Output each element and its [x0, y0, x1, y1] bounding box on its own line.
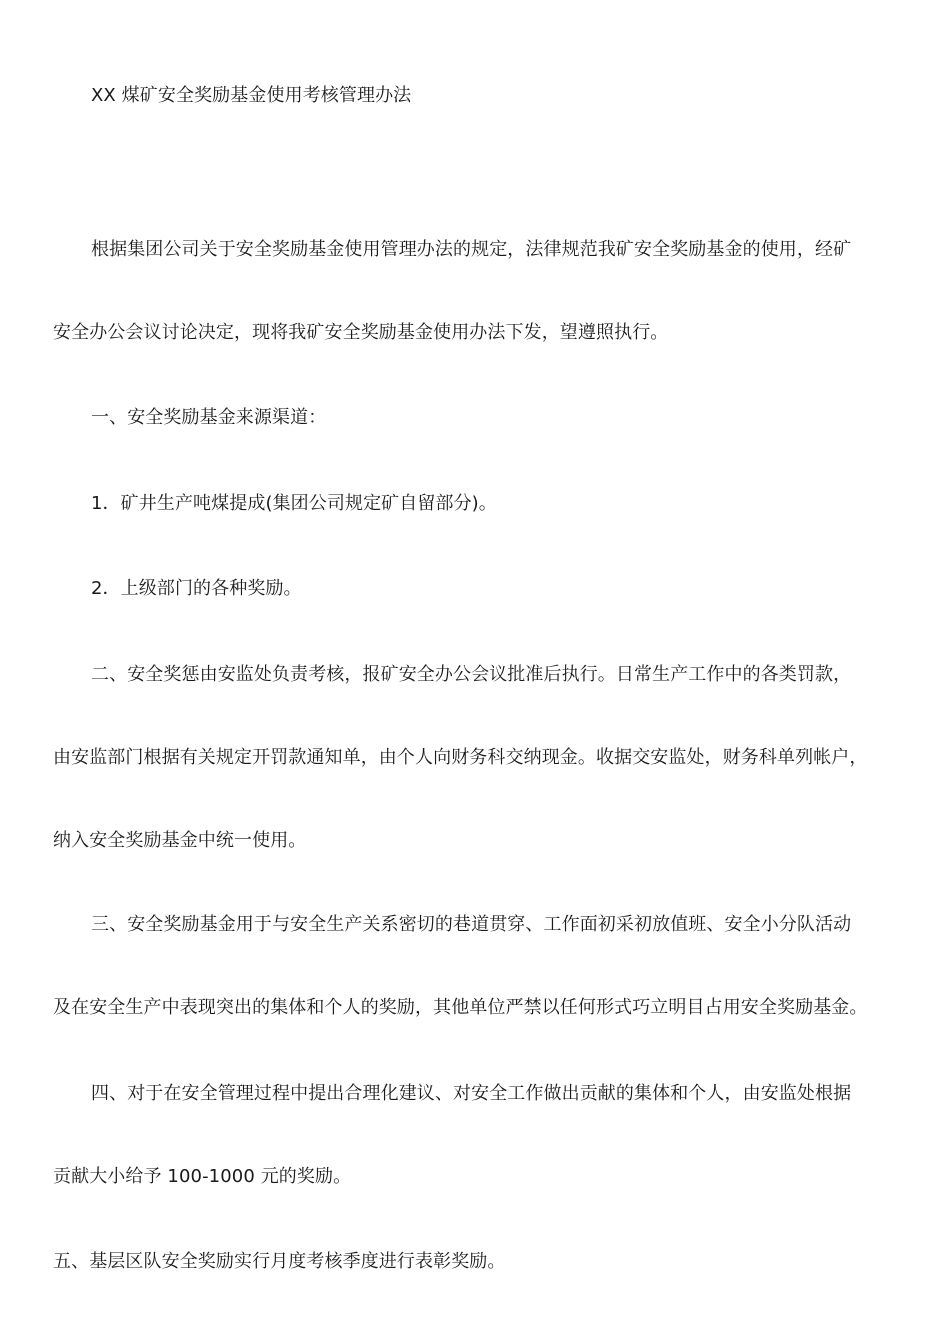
paragraph-line: 纳入安全奖励基金中统一使用。 [53, 830, 307, 851]
section-heading: 五、基层区队安全奖励实行月度考核季度进行表彰奖励。 [53, 1251, 506, 1272]
paragraph-line: 由安监部门根据有关规定开罚款通知单，由个人向财务科交纳现金。收据交安监处，财务科单列帐户， [53, 747, 868, 768]
list-item: 1．矿井生产吨煤提成(集团公司规定矿自留部分)。 [91, 493, 497, 514]
document-title: XX 煤矿安全奖励基金使用考核管理办法 [91, 85, 412, 106]
list-item: 2．上级部门的各种奖励。 [91, 578, 302, 599]
paragraph-line: 二、安全奖惩由安监处负责考核，报矿安全办公会议批准后执行。日常生产工作中的各类罚款， [91, 664, 852, 685]
paragraph-line: 根据集团公司关于安全奖励基金使用管理办法的规定，法律规范我矿安全奖励基金的使用，经矿 [91, 239, 852, 260]
paragraph-line: 安全办公会议讨论决定，现将我矿安全奖励基金使用办法下发，望遵照执行。 [53, 322, 669, 343]
paragraph-line: 贡献大小给予 100-1000 元的奖励。 [53, 1166, 352, 1187]
paragraph-line: 四、对于在安全管理过程中提出合理化建议、对安全工作做出贡献的集体和个人，由安监处根据 [91, 1083, 852, 1104]
section-heading: 一、安全奖励基金来源渠道： [91, 407, 327, 428]
paragraph-line: 及在安全生产中表现突出的集体和个人的奖励，其他单位严禁以任何形式巧立明目占用安全奖励基金。 [53, 997, 868, 1018]
paragraph-line: 三、安全奖励基金用于与安全生产关系密切的巷道贯穿、工作面初采初放值班、安全小分队活动 [91, 914, 852, 935]
